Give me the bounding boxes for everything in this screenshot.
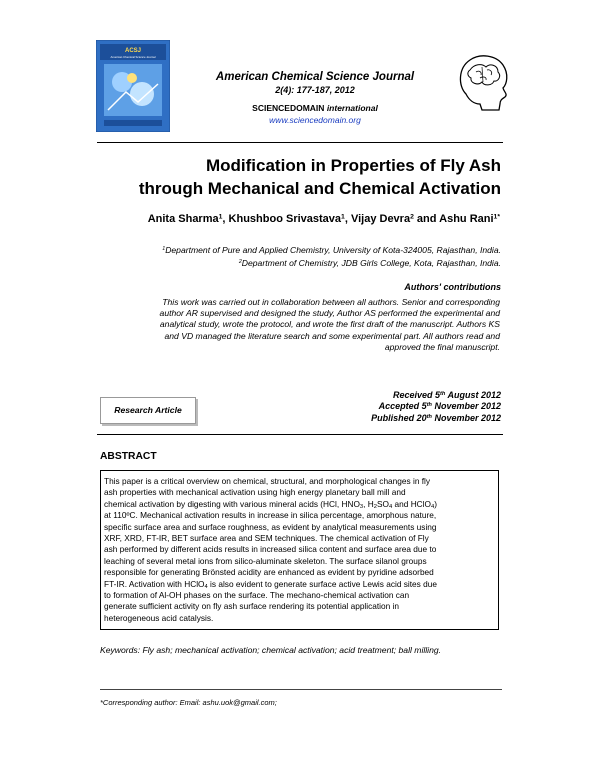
author-name: Khushboo Srivastava [228,213,342,225]
affiliation-2 [100,258,501,268]
abstract-line: responsible for generating Brönsted acidity are enhanced as evident by pyridine adsorbed [104,567,434,578]
author-affiliation-mark: 1 [341,213,345,221]
abstract-line: specific surface area and surface roughness, as evident by analytical measurements using [104,521,437,532]
abstract-line: at 110ºC. Mechanical activation results in increase in silica percentage, amorphous nature, [104,510,437,521]
article-dates [300,390,501,424]
keywords: Keywords: Fly ash; mechanical activation; chemical activation; acid treatment; ball milling. [100,645,442,655]
abstract-line: This paper is a critical overview on chemical, structural, and morphological changes in fly [104,476,431,486]
published-date: Published 20th November 2012 [371,412,501,423]
paper-title-line-1: Modification in Properties of Fly Ash [205,156,501,175]
publisher-name [180,103,450,113]
author-name: Vijay Devra [350,213,411,225]
contributions-line: approved the final manuscript. [384,341,500,352]
affiliation-text: Department of Chemistry, JDB Girls College, Kota, Rajasthan, India. [241,258,501,268]
contributions-line: author AR supervised and designed the study, Author AS performed the experimental and [159,308,500,319]
accepted-date: Accepted 5th November 2012 [378,401,501,412]
affiliation-text: Department of Pure and Applied Chemistry, University of Kota-324005, Rajasthan, India. [165,245,501,255]
affiliation-1 [100,245,501,255]
affiliation-mark: 1 [162,246,166,253]
contributions-line: analytical study, wrote the protocol, and wrote the first draft of the manuscript. Authors KS [159,319,500,330]
abstract-line: heterogeneous acid catalysis. [104,612,214,623]
abstract-line: ash properties with mechanical activation using high energy planetary ball mill and [104,487,406,498]
author-name: Ashu Rani [439,213,494,225]
abstract-line: to formation of Al-OH phases on the surface. The mechano-chemical activation can [104,590,410,601]
publisher-name-main: SCIENCEDOMAIN [252,103,325,113]
author-name: Anita Sharma [147,213,219,225]
abstract-line: leaching of several metal ions from silico-aluminate skeleton. The surface silanol groups [104,555,427,566]
cover-subtitle: American Chemical Science Journal [110,55,156,59]
abstract-text [104,476,496,624]
publisher-name-suffix: international [326,103,378,113]
abstract-heading: ABSTRACT [100,451,157,462]
affiliation-mark: 2 [238,259,242,266]
section-divider [97,434,503,435]
contributions-text [114,297,500,353]
cover-title: ACSJ [124,48,142,54]
header-divider [97,142,503,143]
contributions-line: This work was carried out in collaboration between all authors. Senior and corresponding [162,297,500,307]
paper-title [100,154,501,200]
author-affiliation-mark: 1* [493,213,500,221]
publisher-logo-icon [452,50,512,112]
author-affiliation-mark: 2 [410,213,414,221]
journal-volume: 2(4): 177-187, 2012 [275,85,355,95]
corresponding-author-footnote: *Corresponding author: Email: ashu.uok@gmail.com; [100,698,277,707]
received-date: Received 5th August 2012 [393,390,501,400]
abstract-line: FT-IR. Activation with HClO$_4$ is also evident to generate surface active Lewis acid sites due [104,578,437,590]
author-separator: , [222,213,229,225]
contributions-line: and VD managed the literature search and some experimental part. All authors read and [164,330,500,341]
abstract-line: XRF, XRD, FT-IR, BET surface area and SEM techniques. The chemical activation of Fly [104,533,429,544]
author-separator: and [413,213,440,225]
journal-name: American Chemical Science Journal [215,71,415,83]
article-type-badge: Research Article [100,397,196,424]
abstract-line: chemical activation by digesting with various mineral acids (HCl, $HNO_3$, $H_2SO_4$ and HClO$_4$) [104,498,437,510]
author-list [100,213,500,225]
abstract-line: ash performed by different acids results in increased silica content and surface area due to [104,544,437,555]
author-affiliation-mark: 1 [218,213,223,221]
abstract-line: generate sufficient activity on fly ash surface rendering its potential application in [104,601,400,612]
contributions-heading: Authors' contributions [404,282,501,292]
paper-title-line-2: through Mechanical and Chemical Activation [138,179,501,198]
footnote-divider [100,689,502,690]
journal-cover-image [96,40,170,132]
publisher-website-link[interactable]: www.sciencedomain.org [269,115,361,125]
author-separator: , [344,213,351,225]
